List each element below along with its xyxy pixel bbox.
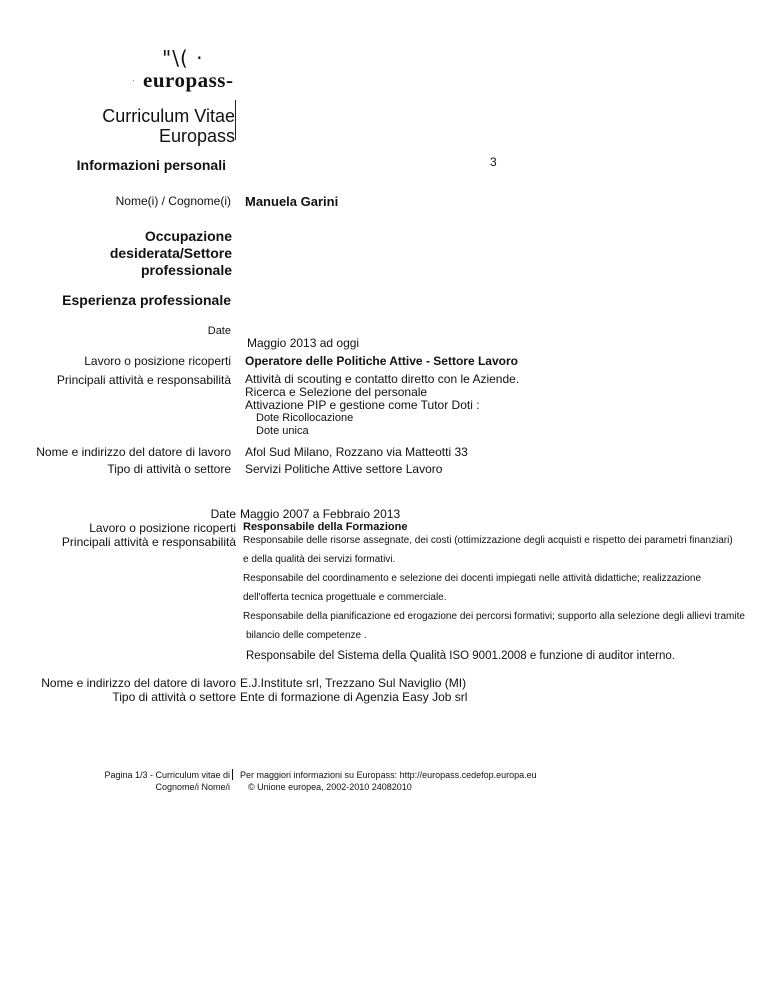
cv-title-line1: Curriculum Vitae xyxy=(102,106,235,126)
job1-activity: Dote Ricollocazione xyxy=(256,412,354,424)
job1-activity: Dote unica xyxy=(256,425,309,437)
footer-right-line1: Per maggiori informazioni su Europass: http://europass.cedefop.europa.eu xyxy=(240,770,537,780)
job1-position-label: Lavoro o posizione ricoperti xyxy=(84,354,231,368)
page-mark: 3 xyxy=(490,155,497,169)
job2-date-value: Maggio 2007 a Febbraio 2013 xyxy=(240,507,401,521)
job2-position-value: Responsabile della Formazione xyxy=(243,521,408,533)
europass-logo-mark: "\( · xyxy=(162,46,204,70)
job1-activities-label: Principali attività e responsabilità xyxy=(56,373,231,387)
job2-activity: Responsabile della pianificazione ed erogazione dei percorsi formativi; supporto alla selezione degli allievi tramite xyxy=(243,611,745,622)
job1-date-label: Date xyxy=(207,325,231,337)
section-experience: Esperienza professionale xyxy=(62,292,231,308)
occupation-line2: desiderata/Settore xyxy=(109,245,232,261)
job2-activity: Responsabile delle risorse assegnate, dei costi (ottimizzazione degli acquisti e rispetto dei parametri finanziari) xyxy=(243,535,733,546)
job2-activities-label: Principali attività e responsabilità xyxy=(61,535,236,549)
occupation-line1: Occupazione xyxy=(144,228,232,244)
job1-activity: Attività di scouting e contatto diretto con le Aziende. xyxy=(245,372,520,386)
cv-title-line2: Europass xyxy=(158,126,235,146)
job2-position-label: Lavoro o posizione ricoperti xyxy=(89,521,236,535)
job2-activity: e della qualità dei servizi formativi. xyxy=(243,554,396,565)
job1-position-value: Operatore delle Politiche Attive - Settore Lavoro xyxy=(245,354,518,368)
footer-right xyxy=(240,769,537,793)
job1-employer-label: Nome e indirizzo del datore di lavoro xyxy=(36,445,231,459)
job1-activity: Ricerca e Selezione del personale xyxy=(245,385,428,399)
job2-activity: bilancio delle competenze . xyxy=(246,630,367,641)
job1-date-value: Maggio 2013 ad oggi xyxy=(247,336,360,350)
title-divider xyxy=(235,100,236,140)
job2-activity: Responsabile del Sistema della Qualità ISO 9001.2008 e funzione di auditor interno. xyxy=(246,650,675,662)
job2-employer-label: Nome e indirizzo del datore di lavoro xyxy=(41,676,236,690)
job2-date-label: Date xyxy=(210,507,236,521)
footer-left-line1: Pagina 1/3 - Curriculum vitae di xyxy=(104,770,230,780)
name-value: Manuela Garini xyxy=(245,194,339,209)
job2-activity: Responsabile del coordinamento e selezione dei docenti impiegati nelle attività didattiche; realizzazione xyxy=(243,573,702,584)
section-occupation xyxy=(110,228,232,279)
occupation-line3: professionale xyxy=(140,262,232,278)
job2-activity: dell'offerta tecnica progettuale e commerciale. xyxy=(243,592,447,603)
footer-right-line2: © Unione europea, 2002-2010 24082010 xyxy=(248,782,412,792)
europass-wordmark: europass- xyxy=(143,68,234,92)
job2-sector-value: Ente di formazione di Agenzia Easy Job srl xyxy=(240,690,468,704)
job2-activities xyxy=(243,535,745,662)
job1-sector-value: Servizi Politiche Attive settore Lavoro xyxy=(245,462,443,476)
name-label: Nome(i) / Cognome(i) xyxy=(115,194,231,208)
footer-left xyxy=(104,769,230,793)
footer-divider xyxy=(232,769,233,780)
cv-title xyxy=(102,106,235,146)
job1-activity: Attivazione PIP e gestione come Tutor Doti : xyxy=(245,398,480,412)
logo-dot: · xyxy=(132,76,135,85)
job1-sector-label: Tipo di attività o settore xyxy=(107,462,231,476)
job2-sector-label: Tipo di attività o settore xyxy=(112,690,236,704)
job2-employer-value: E.J.Institute srl, Trezzano Sul Naviglio (MI) xyxy=(240,676,467,690)
footer-left-line2: Cognome/i Nome/i xyxy=(155,782,230,792)
job1-employer-value: Afol Sud Milano, Rozzano via Matteotti 33 xyxy=(245,445,468,459)
section-personal-info: Informazioni personali xyxy=(76,157,226,173)
job1-activities xyxy=(245,373,519,438)
